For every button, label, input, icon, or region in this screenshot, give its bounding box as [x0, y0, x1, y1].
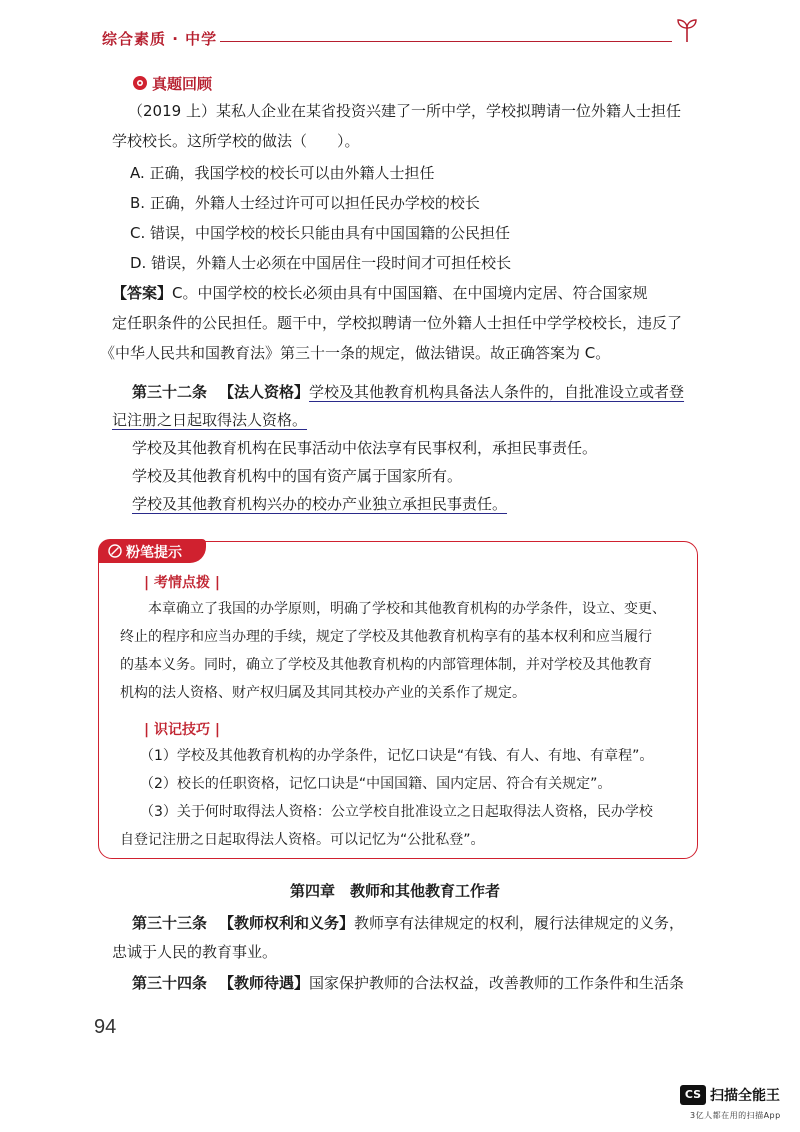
- scanner-tagline: 3亿人都在用的扫描App: [690, 1111, 781, 1120]
- sprout-icon: [672, 14, 702, 44]
- article-33-line-1: [132, 913, 684, 933]
- article-32-line-1: [132, 382, 684, 402]
- answer-text-1: C。中国学校的校长必须由具有中国国籍、在中国境内定居、符合国家规: [172, 284, 648, 302]
- running-header-title: 综合素质 · 中学: [102, 30, 218, 48]
- question-line-2: 学校校长。这所学校的做法（ ）。: [112, 132, 360, 150]
- exam-points-line-3: 的基本义务。同时，确立了学校及其他教育机构的内部管理体制，并对学校及其他教育: [120, 657, 652, 673]
- header-rule: [220, 41, 672, 42]
- page-number: 94: [94, 1016, 117, 1038]
- memory-heading: | 识记技巧 |: [144, 722, 220, 738]
- option-a: A. 正确，我国学校的校长可以由外籍人士担任: [130, 164, 435, 182]
- article-33-tag: 【教师权利和义务】: [219, 914, 355, 932]
- article-34-line-1: [132, 973, 684, 993]
- exam-points-line-1: 本章确立了我国的办学原则，明确了学校和其他教育机构的办学条件，设立、变更、: [148, 601, 666, 617]
- memory-title: 识记技巧: [154, 722, 210, 738]
- gear-icon: [132, 75, 148, 91]
- exam-points-line-2: 终止的程序和应当办理的手续，规定了学校及其他教育机构享有的基本权利和应当履行: [120, 629, 652, 645]
- article-33-text-1: 教师享有法律规定的权利，履行法律规定的义务，: [354, 914, 685, 932]
- article-32-text-2: 记注册之日起取得法人资格。: [112, 411, 308, 429]
- answer-line-3: 《中华人民共和国教育法》第三十一条的规定，做法错误。故正确答案为 C。: [100, 344, 611, 362]
- article-33-text-2: 忠诚于人民的教育事业。: [112, 943, 278, 961]
- scanner-app-name: 扫描全能王: [710, 1088, 780, 1104]
- chapter-title: 第四章 教师和其他教育工作者: [290, 882, 501, 900]
- article-32-para-3: 学校及其他教育机构中的国有资产属于国家所有。: [132, 467, 463, 485]
- option-d: D. 错误，外籍人士必须在中国居住一段时间才可担任校长: [130, 254, 512, 272]
- answer-tag: 【答案】: [112, 284, 173, 302]
- question-line-1: （2019 上）某私人企业在某省投资兴建了一所中学，学校拟聘请一位外籍人士担任: [128, 102, 681, 120]
- article-34-number: 第三十四条: [132, 974, 208, 992]
- article-33-number: 第三十三条: [132, 914, 208, 932]
- article-34-text-1: 国家保护教师的合法权益，改善教师的工作条件和生活条: [309, 974, 685, 992]
- scanner-logo: CS: [680, 1085, 706, 1105]
- memory-line-4: 自登记注册之日起取得法人资格。可以记忆为“公批私登”。: [120, 832, 485, 848]
- tip-tab-label: 粉笔提示: [126, 545, 182, 561]
- memory-line-2: （2）校长的任职资格，记忆口诀是“中国国籍、国内定居、符合有关规定”。: [140, 776, 612, 792]
- review-section-label: 真题回顾: [152, 75, 213, 93]
- option-b: B. 正确，外籍人士经过许可可以担任民办学校的校长: [130, 194, 480, 212]
- exam-points-title: 考情点拨: [154, 575, 210, 591]
- answer-line-2: 定任职条件的公民担任。题干中，学校拟聘请一位外籍人士担任中学学校校长，违反了: [112, 314, 683, 332]
- memory-line-3: （3）关于何时取得法人资格：公立学校自批准设立之日起取得法人资格，民办学校: [140, 804, 653, 820]
- exam-points-heading: | 考情点拨 |: [144, 575, 220, 591]
- article-32-para-4: 学校及其他教育机构兴办的校办产业独立承担民事责任。: [132, 495, 508, 513]
- memory-line-1: （1）学校及其他教育机构的办学条件，记忆口诀是“有钱、有人、有地、有章程”。: [140, 748, 654, 764]
- article-32-tag: 【法人资格】: [219, 383, 310, 401]
- article-32-text-1: 学校及其他教育机构具备法人条件的，自批准设立或者登: [309, 383, 685, 401]
- exam-points-line-4: 机构的法人资格、财产权归属及其同其校办产业的关系作了规定。: [120, 685, 526, 701]
- article-34-tag: 【教师待遇】: [219, 974, 310, 992]
- answer-line-1: [112, 283, 648, 303]
- chalk-icon: [108, 544, 122, 558]
- article-32-number: 第三十二条: [132, 383, 208, 401]
- option-c: C. 错误，中国学校的校长只能由具有中国国籍的公民担任: [130, 224, 511, 242]
- article-32-para-2: 学校及其他教育机构在民事活动中依法享有民事权利，承担民事责任。: [132, 439, 598, 457]
